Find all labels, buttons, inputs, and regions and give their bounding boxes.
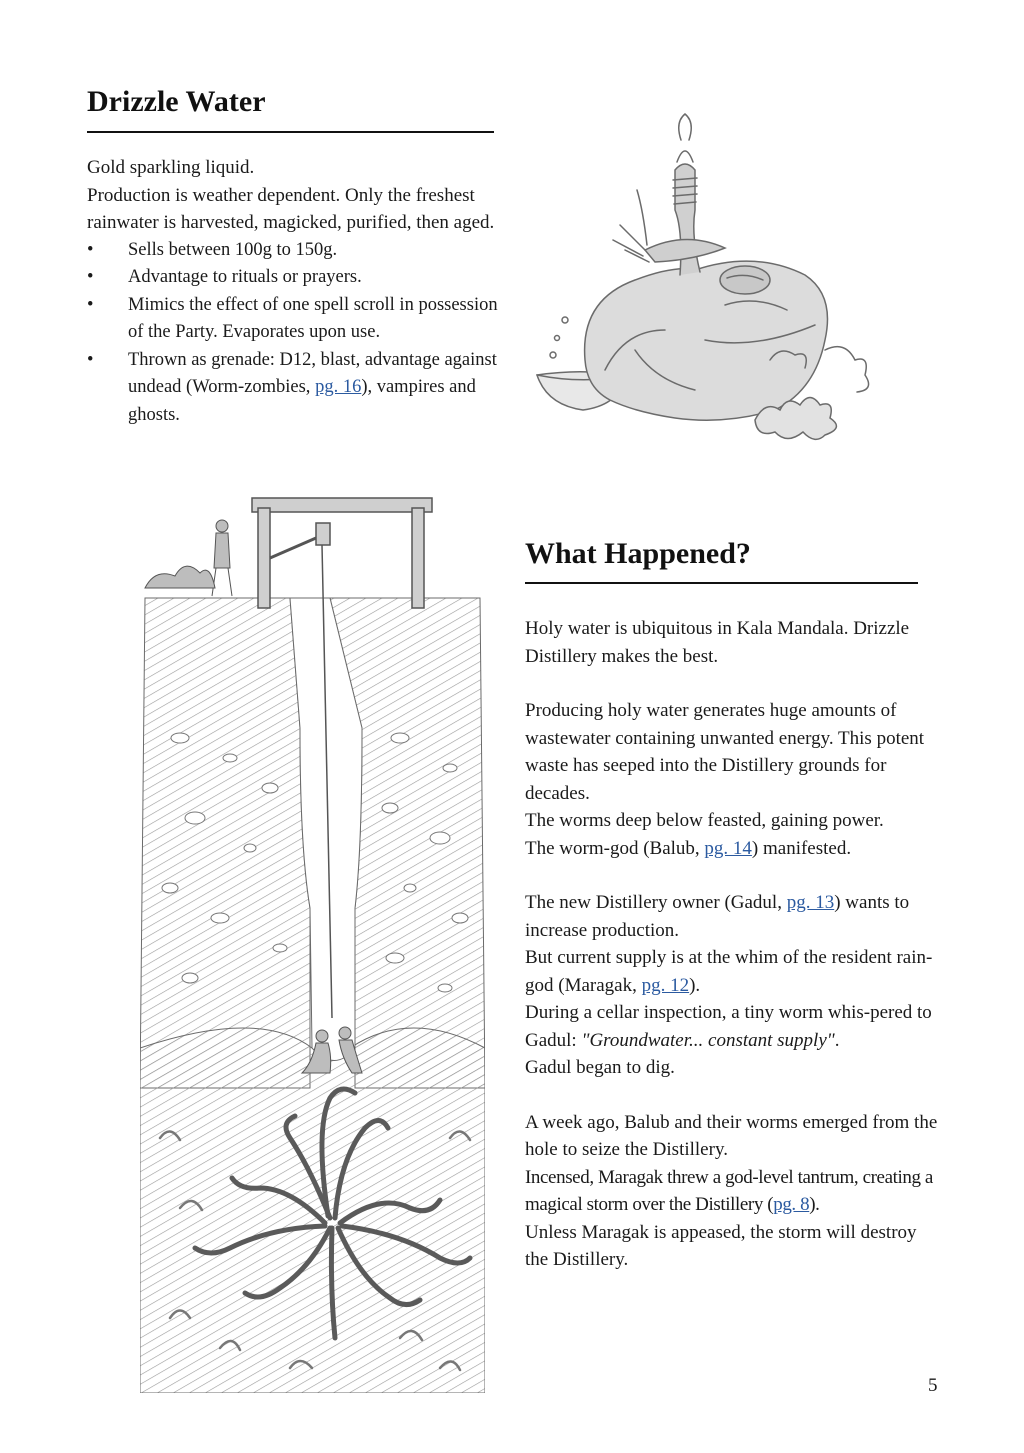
para-storm-warning: Unless Maragak is appeased, the storm will destroy the Distillery. [525, 1221, 917, 1270]
drizzle-water-body [87, 154, 507, 429]
bullet-grenade: • Thrown as grenade: D12, blast, advantage against undead (Worm-zombies, pg. 16), vampires and ghosts. [87, 347, 507, 430]
well-shaft-worms-icon [140, 488, 485, 1393]
link-pg-8[interactable]: pg. 8 [773, 1194, 810, 1215]
para-cellar-inspection: During a cellar inspection, a tiny worm whis-pered to Gadul: "Groundwater... constant supply". [525, 1002, 932, 1051]
para-new-owner: The new Distillery owner (Gadul, pg. 13) wants to increase production. [525, 892, 910, 941]
link-pg-14[interactable]: pg. 14 [704, 837, 752, 859]
para-worm-god: The worm-god (Balub, pg. 14) manifested. [525, 837, 852, 859]
para-balub-emerged: A week ago, Balub and their worms emerged from the hole to seize the Distillery. [525, 1111, 938, 1160]
what-happened-rule [525, 582, 918, 584]
drizzle-desc-1: Gold sparkling liquid. [87, 157, 255, 178]
para-holy-water: Holy water is ubiquitous in Kala Mandala. Drizzle Distillery makes the best. [525, 618, 910, 667]
drizzle-bullet-list [87, 237, 507, 430]
para-gadul-dig: Gadul began to dig. [525, 1057, 675, 1078]
page-number: 5 [928, 1375, 938, 1396]
bullet-spell-scroll: • Mimics the effect of one spell scroll in possession of the Party. Evaporates upon use. [87, 292, 507, 347]
what-happened-body [525, 615, 940, 1274]
frog-bottle-icon [525, 100, 885, 450]
link-pg-12[interactable]: pg. 12 [641, 974, 690, 996]
drizzle-desc-2: Production is weather dependent. Only the freshest rainwater is harvested, magicked, purified, then aged. [87, 184, 495, 233]
drizzle-water-title: Drizzle Water [87, 85, 266, 118]
para-rain-god: But current supply is at the whim of the resident rain-god (Maragak, pg. 12). [525, 947, 933, 996]
bullet-price: • Sells between 100g to 150g. [87, 237, 507, 265]
para-worms-feasted: The worms deep below feasted, gaining power. [525, 810, 884, 831]
para-wastewater: Producing holy water generates huge amounts of wastewater containing unwanted energy. This potent waste has seeped into the Distillery grounds for decades. [525, 700, 925, 804]
what-happened-title: What Happened? [525, 537, 751, 570]
para-tantrum: Incensed, Maragak threw a god-level tantrum, creating a magical storm over the Distillery (pg. 8). [525, 1166, 933, 1215]
link-pg-13[interactable]: pg. 13 [786, 892, 835, 913]
drizzle-title-rule [87, 131, 494, 133]
link-pg-16[interactable]: pg. 16 [315, 377, 362, 397]
bullet-advantage: • Advantage to rituals or prayers. [87, 264, 507, 292]
